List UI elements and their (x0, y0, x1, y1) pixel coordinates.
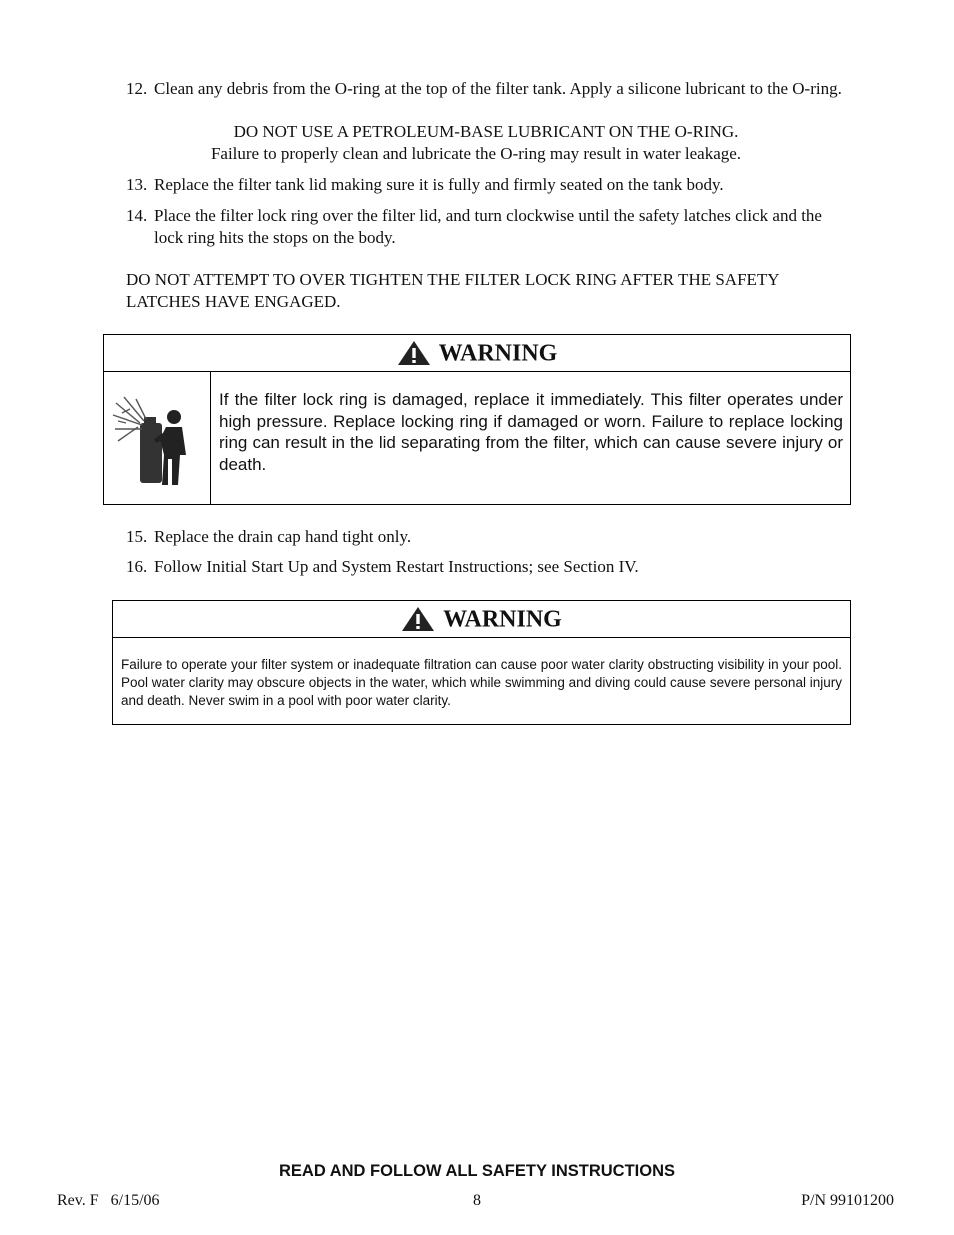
warning-triangle-icon (397, 340, 431, 366)
step-15 (126, 526, 846, 548)
step-12 (126, 78, 846, 100)
warning-divider (210, 371, 211, 505)
safety-instructions-footer: READ AND FOLLOW ALL SAFETY INSTRUCTIONS (279, 1162, 675, 1180)
step-12-note-leakage: Failure to properly clean and lubricate the O-ring may result in water leakage. (210, 144, 742, 163)
warning-box-lock-ring (103, 334, 851, 505)
warning-text: If the filter lock ring is damaged, replace it immediately. This filter operates under high pressure. Replace locking ring if damaged or worn. Failure to replace locking ring can result in the lid separating from the filter, which can cause severe injury or death. (219, 390, 843, 474)
step-text: Replace the drain cap hand tight only. (154, 527, 412, 546)
lock-ring-caution: DO NOT ATTEMPT TO OVER TIGHTEN THE FILTER LOCK RING AFTER THE SAFETY LATCHES HAVE ENGAGED. (126, 270, 779, 311)
high-pressure-explosion-pictogram (110, 395, 202, 491)
warning-box-water-clarity (112, 600, 851, 725)
part-number: P/N 99101200 (801, 1192, 894, 1209)
warning-triangle-icon (401, 606, 435, 632)
step-14 (126, 205, 846, 248)
warning-title: WARNING (438, 340, 558, 367)
step-text: Place the filter lock ring over the filter lid, and turn clockwise until the safety latches click and the lock ring hits the stops on the body. (154, 206, 822, 247)
step-number: 14. (126, 206, 148, 225)
page-number: 8 (473, 1192, 481, 1209)
step-12-note-petroleum: DO NOT USE A PETROLEUM-BASE LUBRICANT ON THE O-RING. (233, 122, 739, 141)
step-number: 12. (126, 79, 148, 98)
warning-header (104, 335, 850, 372)
step-number: 16. (126, 557, 148, 576)
warning-text: Failure to operate your filter system or inadequate filtration can cause poor water clarity obstructing visibility in your pool. Pool water clarity may obscure objects in the water, which while swimming and diving could cause severe personal injury and death. Never swim in a pool with poor water clarity. (121, 657, 842, 708)
warning-header (113, 601, 850, 638)
step-text: Follow Initial Start Up and System Restart Instructions; see Section IV. (154, 557, 639, 576)
step-16 (126, 556, 846, 578)
step-13 (126, 174, 846, 196)
step-text: Replace the filter tank lid making sure it is fully and firmly seated on the tank body. (154, 175, 724, 194)
revision-date: Rev. F 6/15/06 (57, 1192, 160, 1209)
step-number: 13. (126, 175, 148, 194)
step-text: Clean any debris from the O-ring at the top of the filter tank. Apply a silicone lubricant to the O-ring. (154, 79, 842, 98)
warning-title: WARNING (443, 606, 562, 633)
step-number: 15. (126, 527, 148, 546)
